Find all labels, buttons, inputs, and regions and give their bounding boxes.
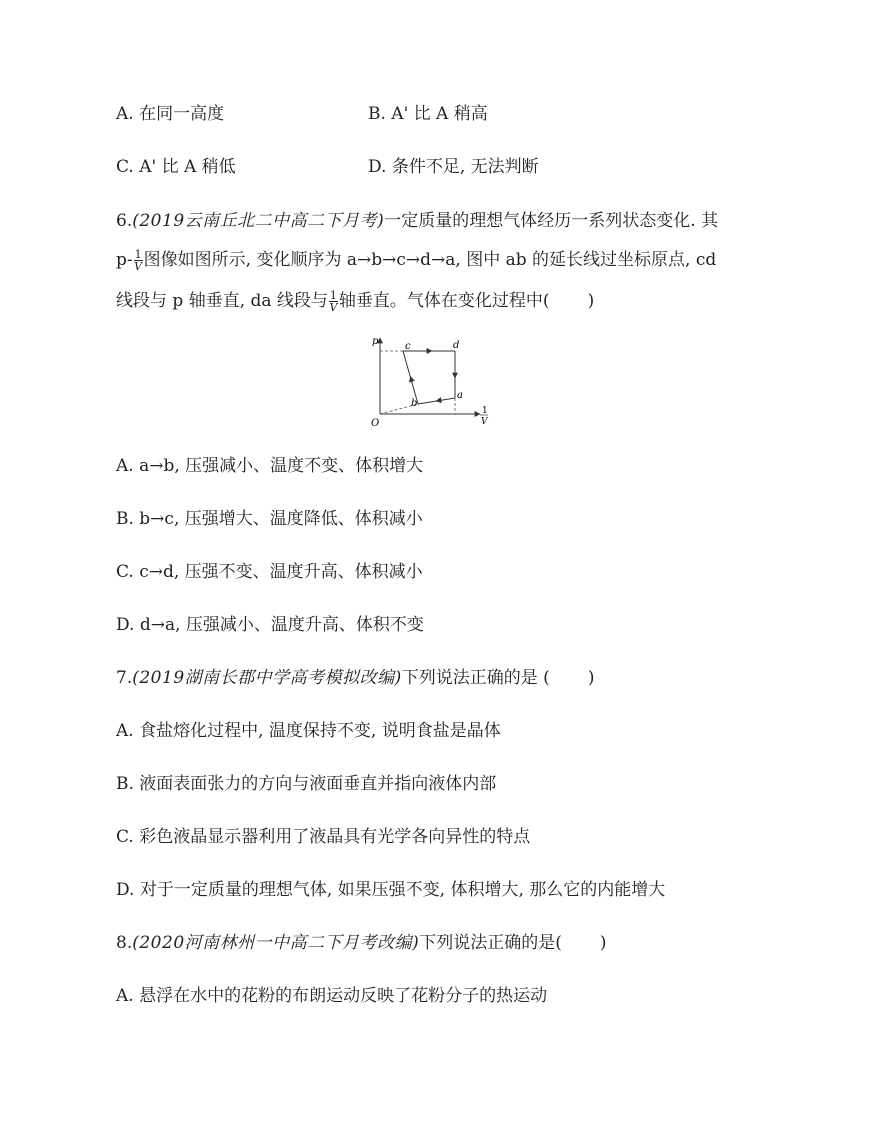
q7-source: (2019湖南长郡中学高考模拟改编) [132,668,402,688]
q6-option-a: A. a→b, 压强减小、温度不变、体积增大 [116,456,424,476]
q6-p-v-diagram [370,334,500,430]
q8-source: (2020河南林州一中高二下月考改编) [132,933,420,953]
q8-close-paren: ) [599,933,607,953]
point-b: b [411,398,418,409]
q6-stem-line1 [116,211,718,231]
label-origin: O [371,418,380,429]
q5-option-a: A. 在同一高度 [116,104,225,124]
arrow-ab [436,400,442,401]
q6-stem-line2 [116,249,716,272]
frac-numerator: 1 [329,289,337,302]
frac-denominator: V [134,260,143,273]
q6-stem-line3 [116,290,594,313]
q8-stem-text: 下列说法正确的是( [419,933,562,953]
q7-stem-text: 下列说法正确的是 ( [401,668,550,688]
q7-option-b: B. 液面表面张力的方向与液面垂直并指向液体内部 [116,774,497,794]
q6-stem-text3a: 线段与 p 轴垂直, da 线段与 [116,291,328,311]
q7-number: 7. [116,668,133,688]
q5-option-c: C. A' 比 A 稍低 [116,157,236,177]
q6-stem-text2: 图像如图所示, 变化顺序为 a→b→c→d→a, 图中 ab 的延长线过坐标原点, cd [143,250,717,270]
point-d: d [453,340,460,351]
point-a: a [457,390,463,401]
frac-denominator: V [329,301,338,314]
q6-fraction-1-over-v-2 [329,290,338,313]
q6-fraction-1-over-v [134,249,143,272]
q6-stem-text1: 一定质量的理想气体经历一系列状态变化. 其 [384,211,719,231]
label-x-den: V [481,417,488,427]
q7-option-d: D. 对于一定质量的理想气体, 如果压强不变, 体积增大, 那么它的内能增大 [116,880,666,900]
q6-option-c: C. c→d, 压强不变、温度升高、体积减小 [116,562,423,582]
q7-stem [116,668,594,688]
q8-stem [116,933,607,953]
q8-number: 8. [116,933,133,953]
label-p: p [372,336,379,347]
q7-option-c: C. 彩色液晶显示器利用了液晶具有光学各向异性的特点 [116,827,531,847]
q6-close-paren: ) [587,291,595,311]
q6-source: (2019云南丘北二中高二下月考) [132,211,385,231]
q6-option-b: B. b→c, 压强增大、温度降低、体积减小 [116,509,423,529]
q5-option-b: B. A' 比 A 稍高 [368,104,488,124]
frac-numerator: 1 [134,248,142,261]
label-x-num: 1 [482,406,488,416]
q5-option-d: D. 条件不足, 无法判断 [368,157,539,177]
q7-option-a: A. 食盐熔化过程中, 温度保持不变, 说明食盐是晶体 [116,721,501,741]
q6-stem-text3b: 轴垂直。气体在变化过程中( [338,291,550,311]
q6-p-symbol: p- [116,250,133,270]
point-c: c [405,341,411,352]
q7-close-paren: ) [587,668,595,688]
q6-number: 6. [116,211,133,231]
q6-option-d: D. d→a, 压强减小、温度升高、体积不变 [116,615,424,635]
q8-option-a: A. 悬浮在水中的花粉的布朗运动反映了花粉分子的热运动 [116,986,548,1006]
